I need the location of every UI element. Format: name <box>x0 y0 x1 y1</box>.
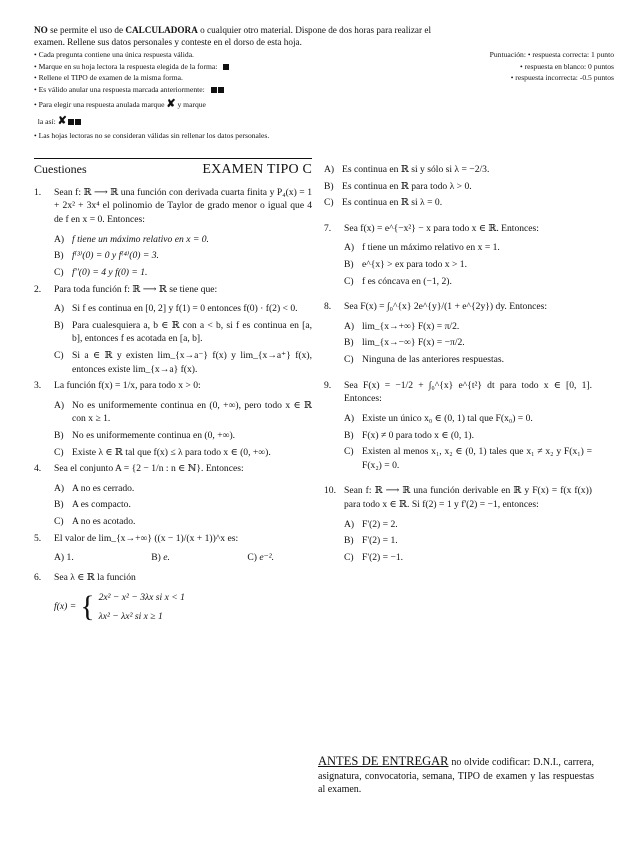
q5-options <box>54 551 274 565</box>
q4-option-c: C) A no es acotado. <box>54 516 136 528</box>
q5-option-b: B) e. <box>151 552 170 564</box>
q5-option-c: C) e⁻². <box>247 552 274 564</box>
bullet-7: • Las hojas lectoras no se consideran válidas sin rellenar los datos personales. <box>34 131 270 140</box>
final-heading: ANTES DE ENTREGAR <box>318 754 449 768</box>
right-column <box>324 160 592 567</box>
q3-option-b: B) No es uniformemente continua en (0, +∞). <box>54 430 236 442</box>
final-text: no olvide codificar: D.N.I., carrera, asignatura, convocatoria, semana, TIPO de examen y las respuestas al examen. <box>318 757 594 796</box>
final-reminder <box>318 753 594 797</box>
q1-option-c: C) f''(0) = 4 y f(0) = 1. <box>54 266 148 278</box>
brace-icon: { <box>80 590 95 624</box>
filled-mark-icon <box>68 119 74 125</box>
no-word: NO <box>34 25 48 35</box>
bullet-3: • Rellene el TIPO de examen de la misma forma. <box>34 73 183 83</box>
q8-option-b: B) lim_{x→−∞} F(x) = −π/2. <box>344 337 465 349</box>
question-9: 9. Sea F(x) = −1/2 + ∫₀^{x} e^{t²} dt para todo x ∈ [0, 1]. Entonces: <box>324 379 592 405</box>
question-1: 1. Sean f: ℝ ⟶ ℝ una función con derivada cuarta finita y P₄(x) = 1 + 2x² + 3x⁴ el polinomio de Taylor de grado menor o igual que 4 de f en x = 0. Entonces: <box>34 186 312 226</box>
question-6: 6. Sea λ ∈ ℝ la función <box>34 571 136 583</box>
filled-mark-icon <box>75 119 81 125</box>
q10-option-a: A) F'(2) = 2. <box>344 518 398 530</box>
bullet-1: • Cada pregunta contiene una única respuesta válida. <box>34 49 194 59</box>
q6-option-a: A) Es continua en ℝ si y sólo si λ = −2/3. <box>324 164 490 175</box>
question-8: 8. Sea F(x) = ∫₀^{x} 2e^{y}/(1 + e^{2y}) dy. Entonces: <box>324 301 548 313</box>
question-10: 10. Sean f: ℝ ⟶ ℝ una función derivable en ℝ y F(x) = f(x f(x)) para todo x ∈ ℝ. Si f(2) = 1 y f'(2) = −1, entonces: <box>324 485 592 510</box>
bullet-2: • Marque en su hoja lectora la respuesta elegida de la forma: <box>34 61 269 73</box>
calculator-word: CALCULADORA <box>125 25 198 35</box>
instructions-text-b: o cualquier otro material. Dispone de dos horas para realizar el <box>197 25 431 35</box>
q6-option-c: C) Es continua en ℝ si λ = 0. <box>324 197 443 209</box>
left-column <box>34 160 312 624</box>
question-5: 5. El valor de lim_{x→+∞} ((x − 1)/(x + 1))^x es: <box>34 532 239 544</box>
bullets-left <box>34 49 269 142</box>
filled-mark-icon <box>211 87 217 93</box>
header-rule-top <box>34 158 312 159</box>
q4-option-b: B) A es compacto. <box>54 499 131 511</box>
q7-option-a: A) f tiene un máximo relativo en x = 1. <box>344 242 500 254</box>
q3-option-a: A) No es uniformemente continua en (0, +∞), pero todo x ∈ ℝ con x ≥ 1. <box>54 399 312 425</box>
cross-mark-icon: ✘ <box>166 97 176 110</box>
filled-mark-icon <box>223 64 229 70</box>
q10-option-c: C) F'(2) = −1. <box>344 551 404 563</box>
filled-mark-icon <box>218 87 224 93</box>
scoring-incorrect: • respuesta incorrecta: -0.5 puntos <box>510 73 614 83</box>
q6-piece-2: λx² − λx² si x ≥ 1 <box>98 611 163 623</box>
exam-type-title: EXAMEN TIPO C <box>202 162 312 177</box>
q9-option-a: A) Existe un único x₀ ∈ (0, 1) tal que F(x₀) = 0. <box>344 412 533 424</box>
q2-option-a: A) Si f es continua en [0, 2] y f(1) = 0 entonces f(0) · f(2) < 0. <box>54 303 298 315</box>
q9-option-c: C) Existen al menos x₁, x₂ ∈ (0, 1) tales que x₁ ≠ x₂ y F(x₁) = F(x₂) = 0. <box>344 446 592 471</box>
bullets-right <box>490 49 614 84</box>
q2-option-b: B) Para cualesquiera a, b ∈ ℝ con a < b, si f es continua en [a, b], entonces f es acotada en [a, b]. <box>54 319 312 345</box>
q8-option-c: C) Ninguna de las anteriores respuestas. <box>344 354 504 366</box>
bullet-4: • Es válido anular una respuesta marcada anteriormente: <box>34 84 269 96</box>
q1-option-b: B) f⁽³⁾(0) = 0 y f⁽⁴⁾(0) = 3. <box>54 250 159 262</box>
instructions-block <box>34 24 614 142</box>
q3-option-c: C) Existe λ ∈ ℝ tal que f(x) ≤ λ para todo x ∈ (0, +∞). <box>54 446 271 458</box>
q6-piecewise: f(x) = { 2x² − x² − 3λx si x < 1 λx² − λx² si x ≥ 1 <box>54 590 185 624</box>
question-7: 7. Sea f(x) = e^{−x²} − x para todo x ∈ ℝ. Entonces: <box>324 222 539 234</box>
bullet-6: la así: ✘ <box>34 113 269 130</box>
q7-option-b: B) e^{x} > ex para todo x > 1. <box>344 259 467 271</box>
q6-piece-1: 2x² − x² − 3λx si x < 1 <box>98 591 185 603</box>
cross-mark-icon: ✘ <box>57 114 67 127</box>
q10-option-b: B) F'(2) = 1. <box>344 535 398 547</box>
scoring-correct: Puntuación: • respuesta correcta: 1 punto <box>489 49 614 59</box>
q6-option-b: B) Es continua en ℝ para todo λ > 0. <box>324 180 472 192</box>
q1-option-a: A) f tiene un máximo relativo en x = 0. <box>54 233 209 245</box>
instructions-line1 <box>34 24 614 36</box>
scoring-blank: • respuesta en blanco: 0 puntos <box>520 61 614 71</box>
instructions-line2: examen. Rellene sus datos personales y conteste en el dorso de esta hoja. <box>34 37 302 48</box>
question-3: 3. La función f(x) = 1/x, para todo x > 0: <box>34 380 201 392</box>
question-4: 4. Sea el conjunto A = {2 − 1/n : n ∈ ℕ}. Entonces: <box>34 463 244 475</box>
q9-option-b: B) F(x) ≠ 0 para todo x ∈ (0, 1). <box>344 429 475 441</box>
cuestiones-label: Cuestiones <box>34 162 87 176</box>
q8-option-a: A) lim_{x→+∞} F(x) = π/2. <box>344 320 460 332</box>
instructions-text-a: se permite el uso de <box>47 25 126 35</box>
q5-option-a: A) 1. <box>54 552 74 564</box>
q2-option-c: C) Si a ∈ ℝ y existen lim_{x→a⁻} f(x) y lim_{x→a⁺} f(x), entonces existe lim_{x→a} f(x). <box>54 349 312 375</box>
q7-option-c: C) f es cóncava en (−1, 2). <box>344 275 452 287</box>
instructions-bullets <box>34 49 614 142</box>
q4-option-a: A) A no es cerrado. <box>54 482 135 494</box>
question-2: 2. Para toda función f: ℝ ⟶ ℝ se tiene que: <box>34 283 218 295</box>
section-header <box>34 160 312 180</box>
bullet-5: • Para elegir una respuesta anulada marque ✘ y marque <box>34 97 206 110</box>
